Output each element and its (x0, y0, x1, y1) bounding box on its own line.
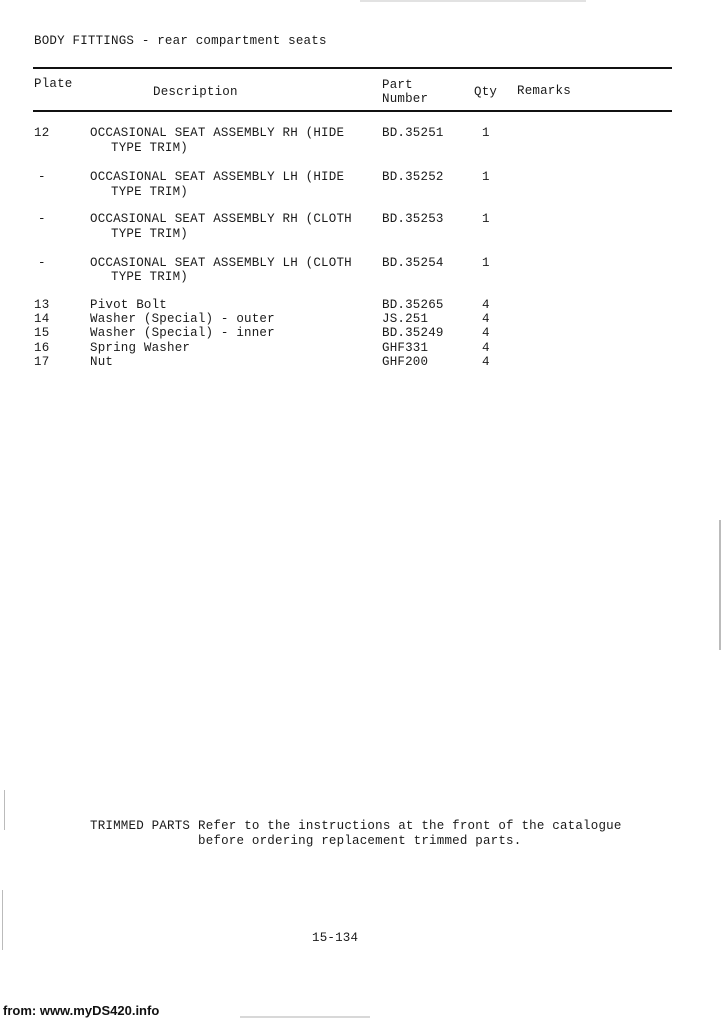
part-number-cell: BD.35265 (382, 298, 444, 312)
description-cell: OCCASIONAL SEAT ASSEMBLY RH (CLOTH (90, 212, 352, 226)
description-continuation: TYPE TRIM) (111, 270, 189, 284)
note-line-2: before ordering replacement trimmed parts. (198, 834, 522, 848)
page-number: 15-134 (312, 931, 359, 945)
part-number-cell: BD.35252 (382, 170, 444, 184)
description-cell: Pivot Bolt (90, 298, 168, 312)
part-number-cell: BD.35253 (382, 212, 444, 226)
source-footer: from: www.myDS420.info (3, 1003, 160, 1018)
scan-edge-mark (240, 1016, 370, 1018)
plate-cell: 12 (34, 126, 50, 140)
qty-cell: 1 (482, 126, 490, 140)
plate-cell: 17 (34, 355, 50, 369)
qty-cell: 1 (482, 256, 490, 270)
scan-edge-mark (2, 890, 3, 950)
plate-cell: - (38, 256, 46, 270)
page-title: BODY FITTINGS - rear compartment seats (34, 34, 327, 48)
header-bottom-rule (33, 110, 672, 112)
header-part-line1: Part (382, 78, 413, 92)
description-cell: OCCASIONAL SEAT ASSEMBLY LH (HIDE (90, 170, 345, 184)
qty-cell: 1 (482, 170, 490, 184)
scan-edge-mark (4, 790, 5, 830)
part-number-cell: GHF200 (382, 355, 429, 369)
part-number-cell: BD.35249 (382, 326, 444, 340)
part-number-cell: BD.35251 (382, 126, 444, 140)
qty-cell: 4 (482, 341, 490, 355)
description-cell: Washer (Special) - inner (90, 326, 275, 340)
header-remarks: Remarks (517, 84, 571, 98)
description-continuation: TYPE TRIM) (111, 141, 189, 155)
description-cell: OCCASIONAL SEAT ASSEMBLY LH (CLOTH (90, 256, 352, 270)
part-number-cell: BD.35254 (382, 256, 444, 270)
part-number-cell: GHF331 (382, 341, 429, 355)
plate-cell: 13 (34, 298, 50, 312)
note-line-1: Refer to the instructions at the front of the catalogue (198, 819, 622, 833)
description-cell: OCCASIONAL SEAT ASSEMBLY RH (HIDE (90, 126, 345, 140)
header-top-rule (33, 67, 672, 69)
scan-edge-mark (360, 0, 586, 2)
description-cell: Washer (Special) - outer (90, 312, 275, 326)
plate-cell: 14 (34, 312, 50, 326)
description-cell: Spring Washer (90, 341, 191, 355)
header-part-line2: Number (382, 92, 429, 106)
qty-cell: 1 (482, 212, 490, 226)
qty-cell: 4 (482, 326, 490, 340)
plate-cell: 15 (34, 326, 50, 340)
header-description: Description (153, 85, 238, 99)
qty-cell: 4 (482, 312, 490, 326)
description-cell: Nut (90, 355, 114, 369)
part-number-cell: JS.251 (382, 312, 429, 326)
description-continuation: TYPE TRIM) (111, 185, 189, 199)
header-plate: Plate (34, 77, 73, 91)
scan-edge-mark (719, 520, 721, 650)
plate-cell: - (38, 212, 46, 226)
plate-cell: 16 (34, 341, 50, 355)
qty-cell: 4 (482, 355, 490, 369)
note-label: TRIMMED PARTS (90, 819, 191, 833)
plate-cell: - (38, 170, 46, 184)
header-qty: Qty (474, 85, 498, 99)
description-continuation: TYPE TRIM) (111, 227, 189, 241)
qty-cell: 4 (482, 298, 490, 312)
